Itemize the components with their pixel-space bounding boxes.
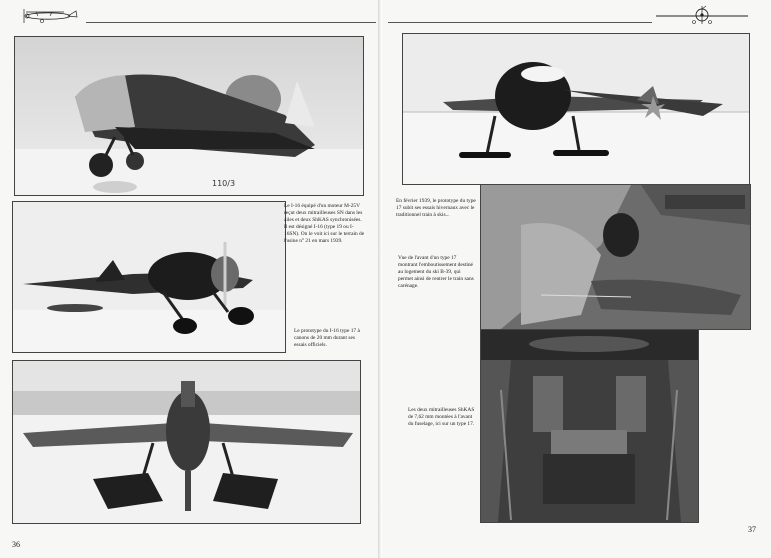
caption-2: Vue de l'avant d'un type 17 montrant l'emboutissement destiné au logement du ski B-39, qui permet ainsi de rentrer le train sans carénage. — [398, 255, 474, 289]
page-number-left: 36 — [12, 540, 20, 549]
aircraft-photo-5 — [480, 184, 751, 330]
caption-1: En février 1939, le prototype du type 17 subit ses essais hivernaux avec le traditionnel train à skis... — [396, 198, 476, 218]
aircraft-photo-1 — [14, 36, 364, 196]
photo-annotation: 110/3 — [212, 179, 236, 188]
aircraft-photo-2 — [12, 201, 286, 353]
aircraft-photo-3 — [12, 360, 361, 524]
left-page — [0, 0, 382, 558]
caption-2: Le prototype du I-16 type 17 à canons de 20 mm durant ses essais officiels. — [294, 328, 360, 348]
aircraft-photo-6 — [480, 329, 699, 523]
fighter-front-view-icon — [654, 5, 750, 25]
caption-3: Les deux mitrailleuses ShKAS de 7,62 mm montées à l'avant du fuselage, ici sur un type 17. — [408, 407, 475, 427]
biplane-side-view-icon — [18, 6, 80, 24]
page-number-right: 37 — [748, 525, 756, 534]
header-rule — [388, 22, 652, 23]
caption-1: Le I-16 équipé d'un moteur M-25V reçut deux mitrailleuses SN dans les ailes et deux ShKAS synchronisées. Il est désigné I-16 (type 19 ou I-16SN). On le voit ici sur le terrain de l'usine n° 21 en mars 1939. — [284, 203, 365, 244]
header-rule — [86, 22, 376, 23]
right-page — [382, 0, 771, 558]
aircraft-photo-4 — [402, 33, 750, 185]
